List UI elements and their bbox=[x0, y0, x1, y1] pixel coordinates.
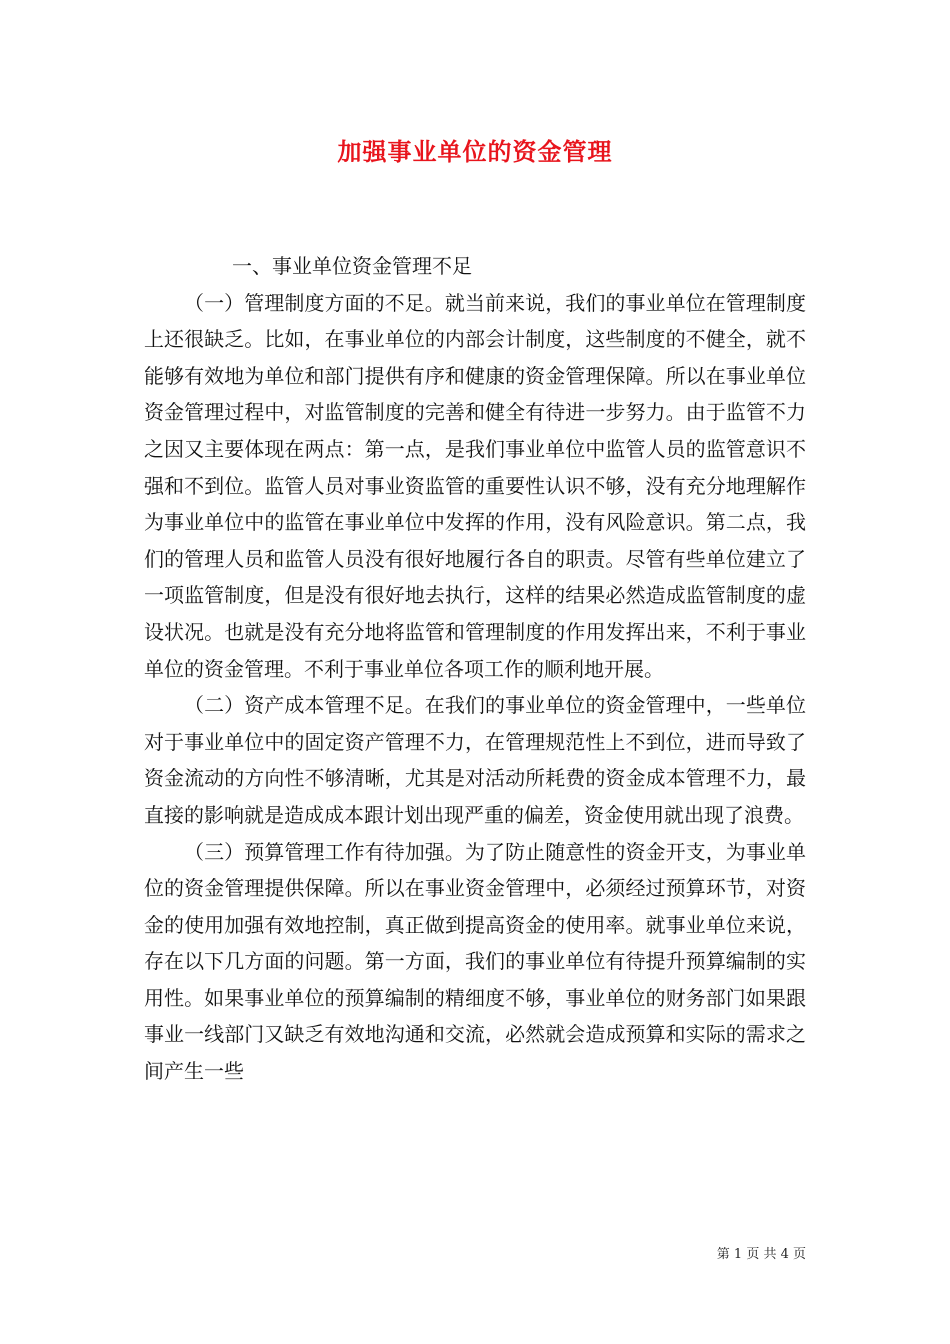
paragraph-management-system: （一）管理制度方面的不足。就当前来说，我们的事业单位在管理制度上还很缺乏。比如，在事业单位的内部会计制度，这些制度的不健全，就不能够有效地为单位和部门提供有序和健康的资金管理保障。所以在事业单位资金管理过程中，对监管制度的完善和健全有待进一步努力。由于监管不力之因又主要体现在两点：第一点，是我们事业单位中监管人员的监管意识不强和不到位。监管人员对事业资监管的重要性认识不够，没有充分地理解作为事业单位中的监管在事业单位中发挥的作用，没有风险意识。第二点，我们的管理人员和监管人员没有很好地履行各自的职责。尽管有些单位建立了一项监管制度，但是没有很好地去执行，这样的结果必然造成监管制度的虚设状况。也就是没有充分地将监管和管理制度的作用发挥出来，不利于事业单位的资金管理。不利于事业单位各项工作的顺利地开展。 bbox=[144, 290, 806, 681]
document-body bbox=[144, 248, 806, 1090]
document-title: 加强事业单位的资金管理 bbox=[337, 137, 613, 166]
section-heading: 一、事业单位资金管理不足 bbox=[232, 254, 472, 278]
page-number: 第 1 页 共 4 页 bbox=[716, 1247, 806, 1262]
paragraph-budget: （三）预算管理工作有待加强。为了防止随意性的资金开支，为事业单位的资金管理提供保障。所以在事业资金管理中，必须经过预算环节，对资金的使用加强有效地控制，真正做到提高资金的使用率。就事业单位来说，存在以下几方面的问题。第一方面，我们的事业单位有待提升预算编制的实用性。如果事业单位的预算编制的精细度不够，事业单位的财务部门如果跟事业一线部门又缺乏有效地沟通和交流，必然就会造成预算和实际的需求之间产生一些 bbox=[144, 839, 806, 1084]
paragraph-asset-cost: （二）资产成本管理不足。在我们的事业单位的资金管理中，一些单位对于事业单位中的固定资产管理不力，在管理规范性上不到位，进而导致了资金流动的方向性不够清晰，尤其是对活动所耗费的资金成本管理不力，最直接的影响就是造成成本跟计划出现严重的偏差，资金使用就出现了浪费。 bbox=[144, 693, 806, 827]
